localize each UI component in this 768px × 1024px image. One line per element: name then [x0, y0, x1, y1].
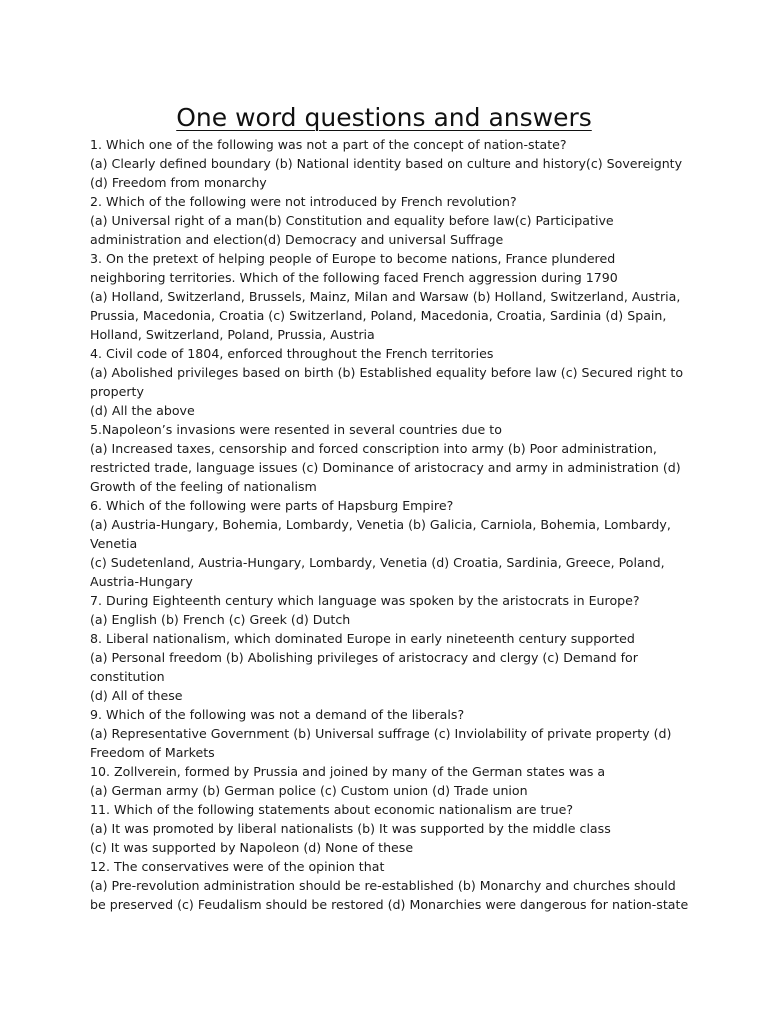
text-line: (a) Personal freedom (b) Abolishing privileges of aristocracy and clergy (c) Demand for: [90, 650, 638, 665]
text-line: (a) Representative Government (b) Universal suffrage (c) Inviolability of private property (d): [90, 726, 672, 741]
text-line: (a) Universal right of a man(b) Constitution and equality before law(c) Participative: [90, 213, 614, 228]
document-title: One word questions and answers: [176, 103, 592, 132]
text-line: 8. Liberal nationalism, which dominated Europe in early nineteenth century supported: [90, 631, 635, 646]
text-line: Holland, Switzerland, Poland, Prussia, Austria: [90, 327, 375, 342]
text-line: (a) Austria-Hungary, Bohemia, Lombardy, Venetia (b) Galicia, Carniola, Bohemia, Lombardy,: [90, 517, 671, 532]
text-line: Freedom of Markets: [90, 745, 215, 760]
text-line: (d) All of these: [90, 688, 183, 703]
text-line: Growth of the feeling of nationalism: [90, 479, 317, 494]
text-line: Austria-Hungary: [90, 574, 193, 589]
text-line: 9. Which of the following was not a demand of the liberals?: [90, 707, 465, 722]
text-line: (a) English (b) French (c) Greek (d) Dutch: [90, 612, 351, 627]
text-line: 10. Zollverein, formed by Prussia and joined by many of the German states was a: [90, 764, 606, 779]
text-line: (a) German army (b) German police (c) Custom union (d) Trade union: [90, 783, 528, 798]
text-line: property: [90, 384, 144, 399]
text-line: 3. On the pretext of helping people of Europe to become nations, France plundered: [90, 251, 616, 266]
text-line: (a) Abolished privileges based on birth (b) Established equality before law (c) Secured right to: [90, 365, 684, 380]
text-line: neighboring territories. Which of the following faced French aggression during 1790: [90, 270, 618, 285]
document-body: [90, 135, 690, 914]
text-line: be preserved (c) Feudalism should be restored (d) Monarchies were dangerous for nation-state: [90, 897, 689, 912]
text-line: constitution: [90, 669, 165, 684]
text-line: (c) It was supported by Napoleon (d) None of these: [90, 840, 414, 855]
text-line: (a) Pre-revolution administration should be re-established (b) Monarchy and churches should: [90, 878, 676, 893]
text-line: 2. Which of the following were not introduced by French revolution?: [90, 194, 517, 209]
text-line: 5.Napoleon’s invasions were resented in several countries due to: [90, 422, 502, 437]
text-line: 12. The conservatives were of the opinion that: [90, 859, 385, 874]
text-line: 6. Which of the following were parts of Hapsburg Empire?: [90, 498, 454, 513]
text-line: 7. During Eighteenth century which language was spoken by the aristocrats in Europe?: [90, 593, 640, 608]
text-line: (a) It was promoted by liberal nationalists (b) It was supported by the middle class: [90, 821, 611, 836]
text-line: Venetia: [90, 536, 138, 551]
text-line: (c) Sudetenland, Austria-Hungary, Lombardy, Venetia (d) Croatia, Sardinia, Greece, Poland,: [90, 555, 665, 570]
text-line: 1. Which one of the following was not a part of the concept of nation-state?: [90, 137, 567, 152]
text-line: (d) All the above: [90, 403, 195, 418]
text-line: (a) Clearly defined boundary (b) National identity based on culture and history(c) Sovereignty: [90, 156, 683, 171]
text-line: administration and election(d) Democracy and universal Suffrage: [90, 232, 504, 247]
text-line: (d) Freedom from monarchy: [90, 175, 267, 190]
text-line: Prussia, Macedonia, Croatia (c) Switzerland, Poland, Macedonia, Croatia, Sardinia (d) Spain,: [90, 308, 667, 323]
text-line: 4. Civil code of 1804, enforced throughout the French territories: [90, 346, 494, 361]
text-line: (a) Increased taxes, censorship and forced conscription into army (b) Poor administration,: [90, 441, 657, 456]
text-line: 11. Which of the following statements about economic nationalism are true?: [90, 802, 574, 817]
text-line: (a) Holland, Switzerland, Brussels, Mainz, Milan and Warsaw (b) Holland, Switzerland, Austria,: [90, 289, 681, 304]
text-line: restricted trade, language issues (c) Dominance of aristocracy and army in administration (d): [90, 460, 681, 475]
